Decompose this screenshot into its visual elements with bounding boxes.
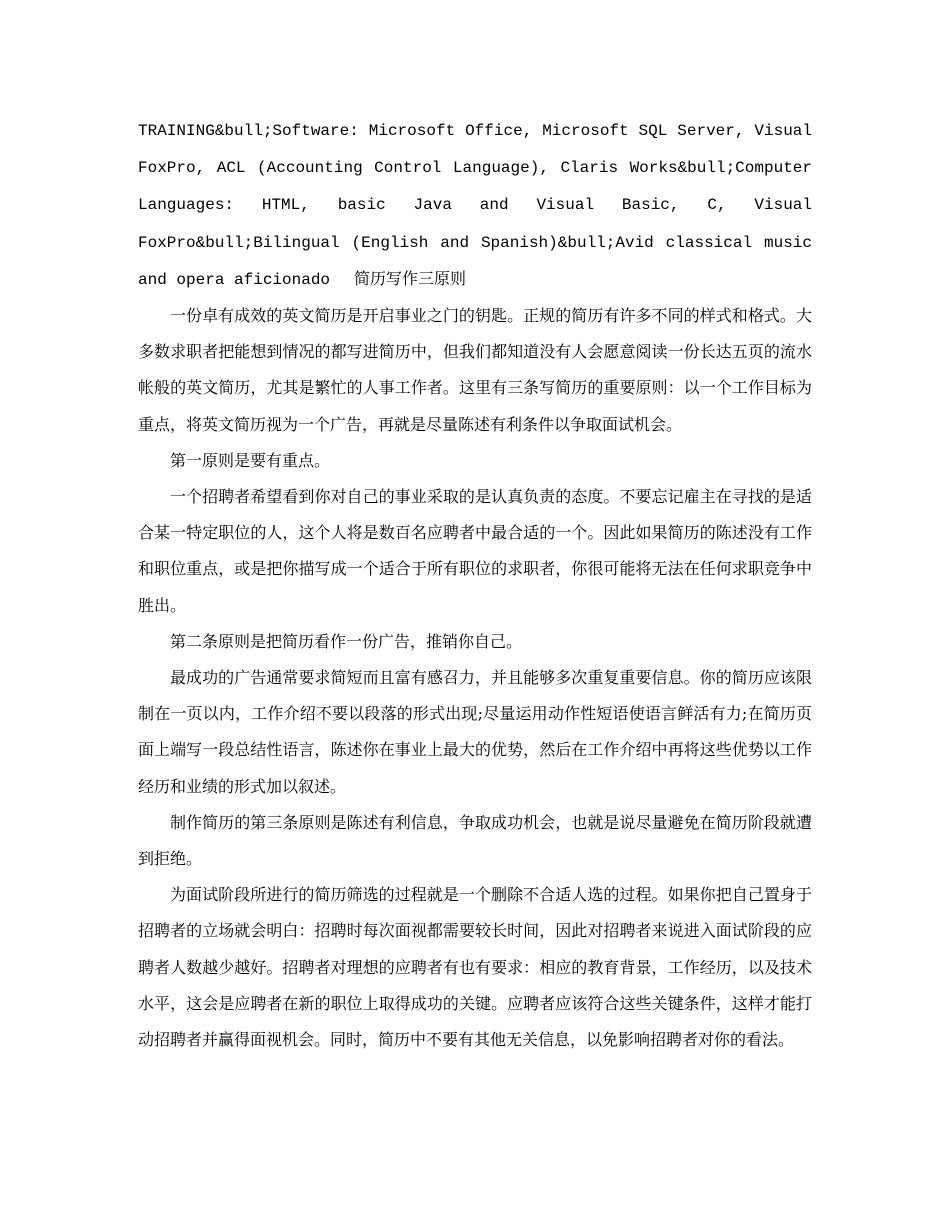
paragraph-principle-three-title: 制作简历的第三条原则是陈述有利信息，争取成功机会，也就是说尽量避免在简历阶段就遭到拒绝。 bbox=[138, 812, 812, 869]
training-paragraph bbox=[138, 112, 812, 298]
document-page bbox=[138, 112, 812, 1058]
paragraph-principle-two-title: 第二条原则是把简历看作一份广告，推销你自己。 bbox=[170, 631, 523, 651]
paragraph-principle-one-title: 第一原则是要有重点。 bbox=[170, 450, 331, 470]
training-text: TRAINING&bull;Software: Microsoft Office, Microsoft SQL Server, Visual FoxPro, ACL (Accounting Control Language), Claris Works&bull;Computer Languages: HTML, basic Java and Visual Basic, C, Visual FoxPro&bull;Bilingual (English and Spanish)&bull;Avid classical music and opera aficionado bbox=[138, 122, 812, 289]
paragraph-intro: 一份卓有成效的英文简历是开启事业之门的钥匙。正规的简历有许多不同的样式和格式。大多数求职者把能想到情况的都写进简历中，但我们都知道没有人会愿意阅读一份长达五页的流水帐般的英文简历，尤其是繁忙的人事工作者。这里有三条写简历的重要原则：以一个工作目标为重点，将英文简历视为一个广告，再就是尽量陈述有利条件以争取面试机会。 bbox=[138, 306, 812, 434]
paragraph-principle-three-body: 为面试阶段所进行的简历筛选的过程就是一个删除不合适人选的过程。如果你把自己置身于招聘者的立场就会明白：招聘时每次面视都需要较长时间，因此对招聘者来说进入面试阶段的应聘者人数越少越好。招聘者对理想的应聘者有也有要求：相应的教育背景，工作经历，以及技术水平，这会是应聘者在新的职位上取得成功的关键。应聘者应该符合这些关键条件，这样才能打动招聘者并赢得面视机会。同时，简历中不要有其他无关信息，以免影响招聘者对你的看法。 bbox=[138, 885, 812, 1050]
section-title: 简历写作三原则 bbox=[354, 268, 467, 288]
paragraph-principle-two-body: 最成功的广告通常要求简短而且富有感召力，并且能够多次重复重要信息。你的简历应该限制在一页以内，工作介绍不要以段落的形式出现;尽量运用动作性短语使语言鲜活有力;在简历页面上端写一段总结性语言，陈述你在事业上最大的优势，然后在工作介绍中再将这些优势以工作经历和业绩的形式加以叙述。 bbox=[138, 668, 812, 796]
paragraph-principle-one-body: 一个招聘者希望看到你对自己的事业采取的是认真负责的态度。不要忘记雇主在寻找的是适合某一特定职位的人，这个人将是数百名应聘者中最合适的一个。因此如果简历的陈述没有工作和职位重点，或是把你描写成一个适合于所有职位的求职者，你很可能将无法在任何求职竞争中胜出。 bbox=[138, 487, 812, 615]
